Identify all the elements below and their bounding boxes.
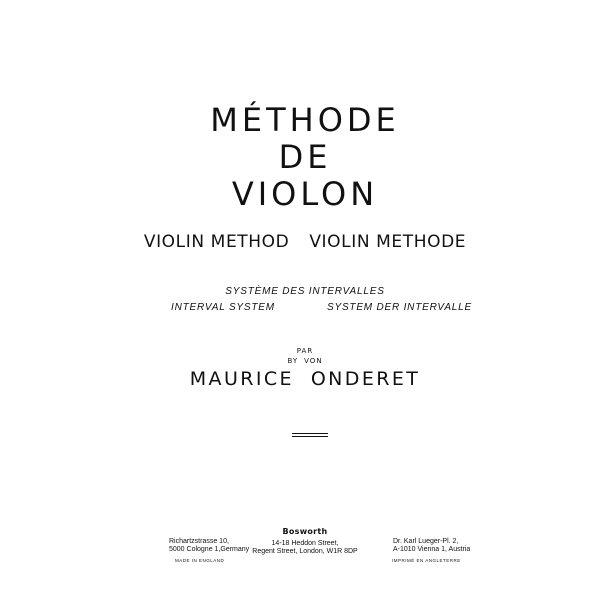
system-german: SYSTEM DER INTERVALLE — [327, 302, 472, 313]
subtitle-row — [0, 232, 610, 252]
subtitle-english: VIOLIN METHOD — [143, 232, 290, 252]
address-vienna-line2: A-1010 Vienna 1, Austria — [393, 546, 471, 553]
author-name: MAURICE ONDERET — [189, 368, 421, 390]
publisher-london-line1: 14-18 Heddon Street, — [271, 540, 339, 547]
publisher-name: Bosworth — [282, 527, 328, 536]
address-vienna — [393, 538, 470, 554]
by-row — [0, 357, 610, 366]
title-line-violon: VIOLON — [231, 175, 379, 213]
publisher-london-line2: Regent Street, London, W1R 8DP — [252, 548, 358, 555]
by-english: BY — [287, 357, 299, 365]
system-french: SYSTÈME DES INTERVALLES — [225, 286, 385, 297]
imprime-en-angleterre: IMPRIMÉ EN ANGLETERRE — [392, 558, 461, 563]
by-german: VON — [304, 357, 323, 365]
address-cologne — [169, 538, 249, 554]
divider-rule — [292, 433, 328, 437]
publisher-block — [0, 528, 610, 556]
system-english: INTERVAL SYSTEM — [171, 302, 275, 313]
address-vienna-line1: Dr. Karl Lueger-Pl. 2, — [393, 538, 459, 545]
made-in-england: MADE IN ENGLAND — [175, 558, 225, 563]
title-line-methode: MÉTHODE — [210, 101, 400, 139]
by-french: PAR — [296, 347, 314, 355]
address-cologne-line1: Richartzstrasse 10, — [169, 538, 229, 545]
title-line-de: DE — [278, 138, 332, 176]
address-cologne-line2: 5000 Cologne 1,Germany — [169, 546, 250, 553]
subtitle-german: VIOLIN METHODE — [309, 232, 467, 252]
